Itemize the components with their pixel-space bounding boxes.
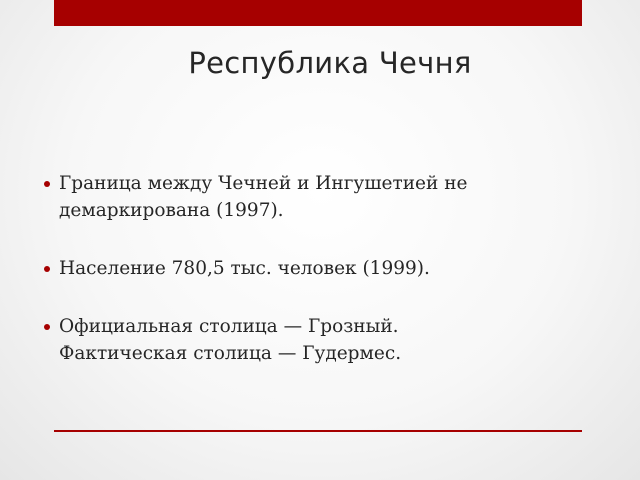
bullet-icon — [44, 324, 50, 330]
bullet-line: демаркирована (1997). — [59, 200, 284, 221]
top-accent-bar — [54, 0, 582, 26]
bullet-line: Граница между Чечней и Ингушетией не — [59, 173, 468, 194]
bullet-item-capital — [44, 313, 584, 367]
bullet-line: Население 780,5 тыс. человек (1999). — [59, 258, 430, 279]
bullet-icon — [44, 266, 50, 272]
bullet-list — [44, 170, 584, 367]
bullet-item-population — [44, 255, 584, 282]
bullet-line: Официальная столица — Грозный. — [59, 316, 399, 337]
bullet-line: Фактическая столица — Гудермес. — [59, 343, 402, 364]
bullet-icon — [44, 181, 50, 187]
bottom-divider — [54, 430, 582, 432]
slide-title: Республика Чечня — [188, 46, 472, 80]
bullet-item-border — [44, 170, 584, 224]
